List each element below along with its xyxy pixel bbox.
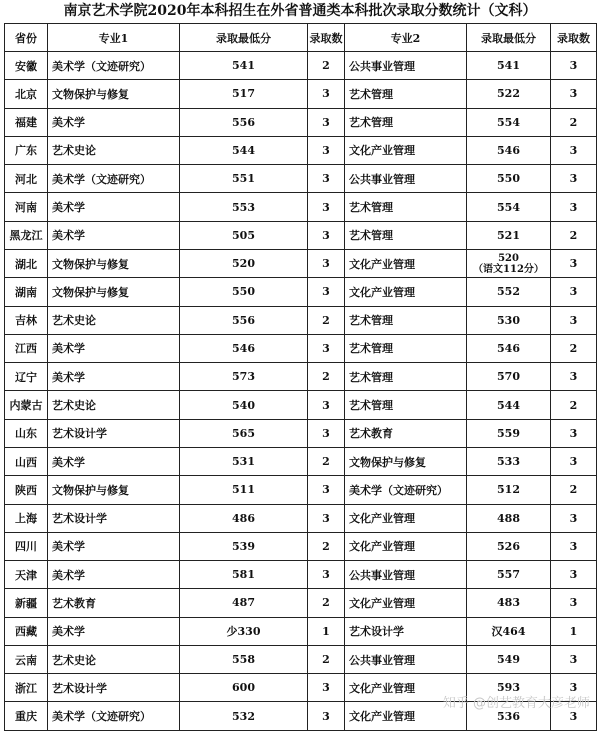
cell-major2: 公共事业管理: [345, 645, 467, 673]
cell-count2: 3: [551, 504, 597, 532]
cell-score2: [467, 249, 551, 277]
cell-score2: 488: [467, 504, 551, 532]
cell-major2: 艺术管理: [345, 391, 467, 419]
cell-count1: 3: [308, 193, 345, 221]
cell-major2: 艺术管理: [345, 108, 467, 136]
cell-province: 湖南: [5, 278, 48, 306]
cell-province: 西藏: [5, 617, 48, 645]
cell-count1: 3: [308, 476, 345, 504]
header-major2: 专业2: [345, 24, 467, 52]
header-count1: 录取数: [308, 24, 345, 52]
cell-major1: 文物保护与修复: [48, 80, 180, 108]
cell-count1: 3: [308, 108, 345, 136]
cell-major1: 艺术史论: [48, 391, 180, 419]
cell-score2: 512: [467, 476, 551, 504]
cell-score2: 557: [467, 561, 551, 589]
cell-major1: 文物保护与修复: [48, 249, 180, 277]
cell-score1: 553: [180, 193, 308, 221]
cell-score2: 593: [467, 674, 551, 702]
cell-score1: 540: [180, 391, 308, 419]
cell-score2: 570: [467, 363, 551, 391]
table-row: [5, 136, 597, 164]
cell-score2: 483: [467, 589, 551, 617]
cell-count1: 2: [308, 589, 345, 617]
table-row: [5, 447, 597, 475]
cell-score1: 531: [180, 447, 308, 475]
cell-count1: 3: [308, 221, 345, 249]
page-title: 南京艺术学院2020年本科招生在外省普通类本科批次录取分数统计（文科）: [63, 3, 537, 19]
cell-count2: 3: [551, 306, 597, 334]
cell-major1: 文物保护与修复: [48, 476, 180, 504]
cell-count1: 3: [308, 561, 345, 589]
cell-count1: 3: [308, 674, 345, 702]
cell-major2: 文化产业管理: [345, 589, 467, 617]
cell-count2: 2: [551, 476, 597, 504]
cell-count2: 3: [551, 193, 597, 221]
cell-major2: 美术学（文迹研究）: [345, 476, 467, 504]
table-row: [5, 334, 597, 362]
cell-score1: 546: [180, 334, 308, 362]
cell-province: 四川: [5, 532, 48, 560]
cell-score2: 554: [467, 108, 551, 136]
cell-count1: 2: [308, 532, 345, 560]
cell-province: 陕西: [5, 476, 48, 504]
cell-major1: 美术学: [48, 193, 180, 221]
cell-score1: 573: [180, 363, 308, 391]
cell-count2: 3: [551, 532, 597, 560]
cell-count2: 2: [551, 221, 597, 249]
cell-score1: 550: [180, 278, 308, 306]
header-count2: 录取数: [551, 24, 597, 52]
cell-major2: 艺术设计学: [345, 617, 467, 645]
cell-major2: 文化产业管理: [345, 136, 467, 164]
cell-province: 浙江: [5, 674, 48, 702]
cell-count1: 3: [308, 391, 345, 419]
table-row: [5, 193, 597, 221]
cell-count1: 3: [308, 419, 345, 447]
cell-count1: 3: [308, 278, 345, 306]
table-row: [5, 108, 597, 136]
table-row: [5, 674, 597, 702]
cell-count1: 3: [308, 702, 345, 731]
cell-count2: 3: [551, 165, 597, 193]
cell-count2: 3: [551, 136, 597, 164]
cell-province: 山西: [5, 447, 48, 475]
cell-major1: 美术学: [48, 561, 180, 589]
cell-major1: 艺术设计学: [48, 674, 180, 702]
table-row: [5, 702, 597, 731]
cell-count2: 3: [551, 52, 597, 80]
cell-score2: 526: [467, 532, 551, 560]
cell-major1: 美术学: [48, 447, 180, 475]
cell-province: 内蒙古: [5, 391, 48, 419]
table-row: [5, 645, 597, 673]
score-table: [4, 23, 597, 731]
table-row: [5, 532, 597, 560]
cell-count1: 3: [308, 249, 345, 277]
cell-count1: 2: [308, 52, 345, 80]
cell-province: 北京: [5, 80, 48, 108]
header-score2: 录取最低分: [467, 24, 551, 52]
cell-major2: 公共事业管理: [345, 165, 467, 193]
cell-major2: 文化产业管理: [345, 674, 467, 702]
cell-major2: 艺术管理: [345, 363, 467, 391]
cell-score1: 558: [180, 645, 308, 673]
table-row: [5, 249, 597, 277]
cell-score2: 汉464: [467, 617, 551, 645]
cell-count2: 3: [551, 363, 597, 391]
cell-major2: 公共事业管理: [345, 52, 467, 80]
cell-major1: 艺术史论: [48, 136, 180, 164]
cell-major2: 艺术管理: [345, 221, 467, 249]
cell-major1: 艺术教育: [48, 589, 180, 617]
cell-score1: 532: [180, 702, 308, 731]
cell-count1: 1: [308, 617, 345, 645]
cell-province: 辽宁: [5, 363, 48, 391]
cell-province: 吉林: [5, 306, 48, 334]
cell-count2: 2: [551, 391, 597, 419]
cell-score2: 554: [467, 193, 551, 221]
cell-major1: 美术学: [48, 363, 180, 391]
cell-count1: 2: [308, 447, 345, 475]
cell-score1: 600: [180, 674, 308, 702]
cell-province: 黑龙江: [5, 221, 48, 249]
score2-value: 520: [498, 252, 519, 264]
cell-major1: 艺术史论: [48, 306, 180, 334]
cell-count2: 2: [551, 334, 597, 362]
table-row: [5, 504, 597, 532]
cell-major1: 美术学: [48, 334, 180, 362]
cell-count1: 3: [308, 80, 345, 108]
cell-count1: 3: [308, 165, 345, 193]
cell-major1: 美术学: [48, 108, 180, 136]
cell-province: 广东: [5, 136, 48, 164]
cell-major2: 文物保护与修复: [345, 447, 467, 475]
cell-major1: 美术学: [48, 617, 180, 645]
cell-count2: 3: [551, 702, 597, 731]
cell-major1: 美术学: [48, 532, 180, 560]
table-row: [5, 165, 597, 193]
cell-major1: 美术学: [48, 221, 180, 249]
cell-major1: 艺术设计学: [48, 419, 180, 447]
score2-note: （语文112分）: [473, 263, 544, 275]
cell-province: 安徽: [5, 52, 48, 80]
watermark: 知乎 @创艺教育大彦老师: [442, 696, 590, 711]
cell-province: 云南: [5, 645, 48, 673]
cell-province: 山东: [5, 419, 48, 447]
cell-count2: 3: [551, 278, 597, 306]
table-row: [5, 80, 597, 108]
cell-major2: 公共事业管理: [345, 561, 467, 589]
table-row: [5, 391, 597, 419]
cell-province: 新疆: [5, 589, 48, 617]
cell-major2: 文化产业管理: [345, 504, 467, 532]
cell-province: 天津: [5, 561, 48, 589]
cell-score1: 565: [180, 419, 308, 447]
cell-score2: 549: [467, 645, 551, 673]
cell-major2: 艺术管理: [345, 80, 467, 108]
cell-score1: 511: [180, 476, 308, 504]
cell-score2: 530: [467, 306, 551, 334]
cell-score2: 552: [467, 278, 551, 306]
cell-province: 福建: [5, 108, 48, 136]
cell-major1: 美术学（文迹研究）: [48, 165, 180, 193]
cell-count1: 2: [308, 306, 345, 334]
cell-major2: 艺术教育: [345, 419, 467, 447]
cell-count2: 3: [551, 589, 597, 617]
cell-major1: 文物保护与修复: [48, 278, 180, 306]
cell-count2: 3: [551, 249, 597, 277]
cell-score1: 556: [180, 108, 308, 136]
cell-score2: 546: [467, 136, 551, 164]
cell-major2: 文化产业管理: [345, 249, 467, 277]
cell-count1: 3: [308, 334, 345, 362]
cell-score1: 487: [180, 589, 308, 617]
cell-count2: 3: [551, 674, 597, 702]
cell-score1: 551: [180, 165, 308, 193]
header-score1: 录取最低分: [180, 24, 308, 52]
cell-major1: 美术学（文迹研究）: [48, 52, 180, 80]
cell-score1: 517: [180, 80, 308, 108]
cell-major2: 文化产业管理: [345, 278, 467, 306]
table-header-row: [5, 24, 597, 52]
cell-major2: 艺术管理: [345, 334, 467, 362]
cell-count2: 3: [551, 447, 597, 475]
cell-score1: 486: [180, 504, 308, 532]
cell-count2: 1: [551, 617, 597, 645]
table-row: [5, 617, 597, 645]
cell-province: 河北: [5, 165, 48, 193]
header-province: 省份: [5, 24, 48, 52]
cell-major2: 艺术管理: [345, 193, 467, 221]
cell-score1: 581: [180, 561, 308, 589]
table-row: [5, 589, 597, 617]
cell-score1: 544: [180, 136, 308, 164]
cell-count2: 2: [551, 108, 597, 136]
cell-count1: 3: [308, 136, 345, 164]
table-row: [5, 561, 597, 589]
cell-count2: 3: [551, 561, 597, 589]
cell-score1: 541: [180, 52, 308, 80]
cell-score1: 539: [180, 532, 308, 560]
cell-score2: 550: [467, 165, 551, 193]
cell-major2: 艺术管理: [345, 306, 467, 334]
cell-province: 上海: [5, 504, 48, 532]
cell-score1: 556: [180, 306, 308, 334]
cell-count2: 3: [551, 419, 597, 447]
cell-count2: 3: [551, 80, 597, 108]
cell-score2: 536: [467, 702, 551, 731]
cell-province: 湖北: [5, 249, 48, 277]
cell-score2: 533: [467, 447, 551, 475]
cell-province: 河南: [5, 193, 48, 221]
cell-province: 重庆: [5, 702, 48, 731]
table-row: [5, 419, 597, 447]
table-row: [5, 363, 597, 391]
cell-major1: 艺术设计学: [48, 504, 180, 532]
table-row: [5, 221, 597, 249]
header-major1: 专业1: [48, 24, 180, 52]
cell-province: 江西: [5, 334, 48, 362]
cell-count1: 2: [308, 363, 345, 391]
table-row: [5, 52, 597, 80]
cell-score1: 520: [180, 249, 308, 277]
cell-score2: 559: [467, 419, 551, 447]
cell-score2: 546: [467, 334, 551, 362]
table-row: [5, 278, 597, 306]
cell-count1: 3: [308, 504, 345, 532]
cell-score2: 541: [467, 52, 551, 80]
table-body: [5, 52, 597, 731]
cell-score2: 522: [467, 80, 551, 108]
cell-score1: 505: [180, 221, 308, 249]
cell-major2: 文化产业管理: [345, 532, 467, 560]
cell-score2: 544: [467, 391, 551, 419]
cell-score1: 少330: [180, 617, 308, 645]
cell-major1: 艺术史论: [48, 645, 180, 673]
cell-count2: 3: [551, 645, 597, 673]
table-row: [5, 306, 597, 334]
table-row: [5, 476, 597, 504]
cell-major1: 美术学（文迹研究）: [48, 702, 180, 731]
cell-count1: 2: [308, 645, 345, 673]
cell-score2: 521: [467, 221, 551, 249]
cell-major2: 文化产业管理: [345, 702, 467, 731]
